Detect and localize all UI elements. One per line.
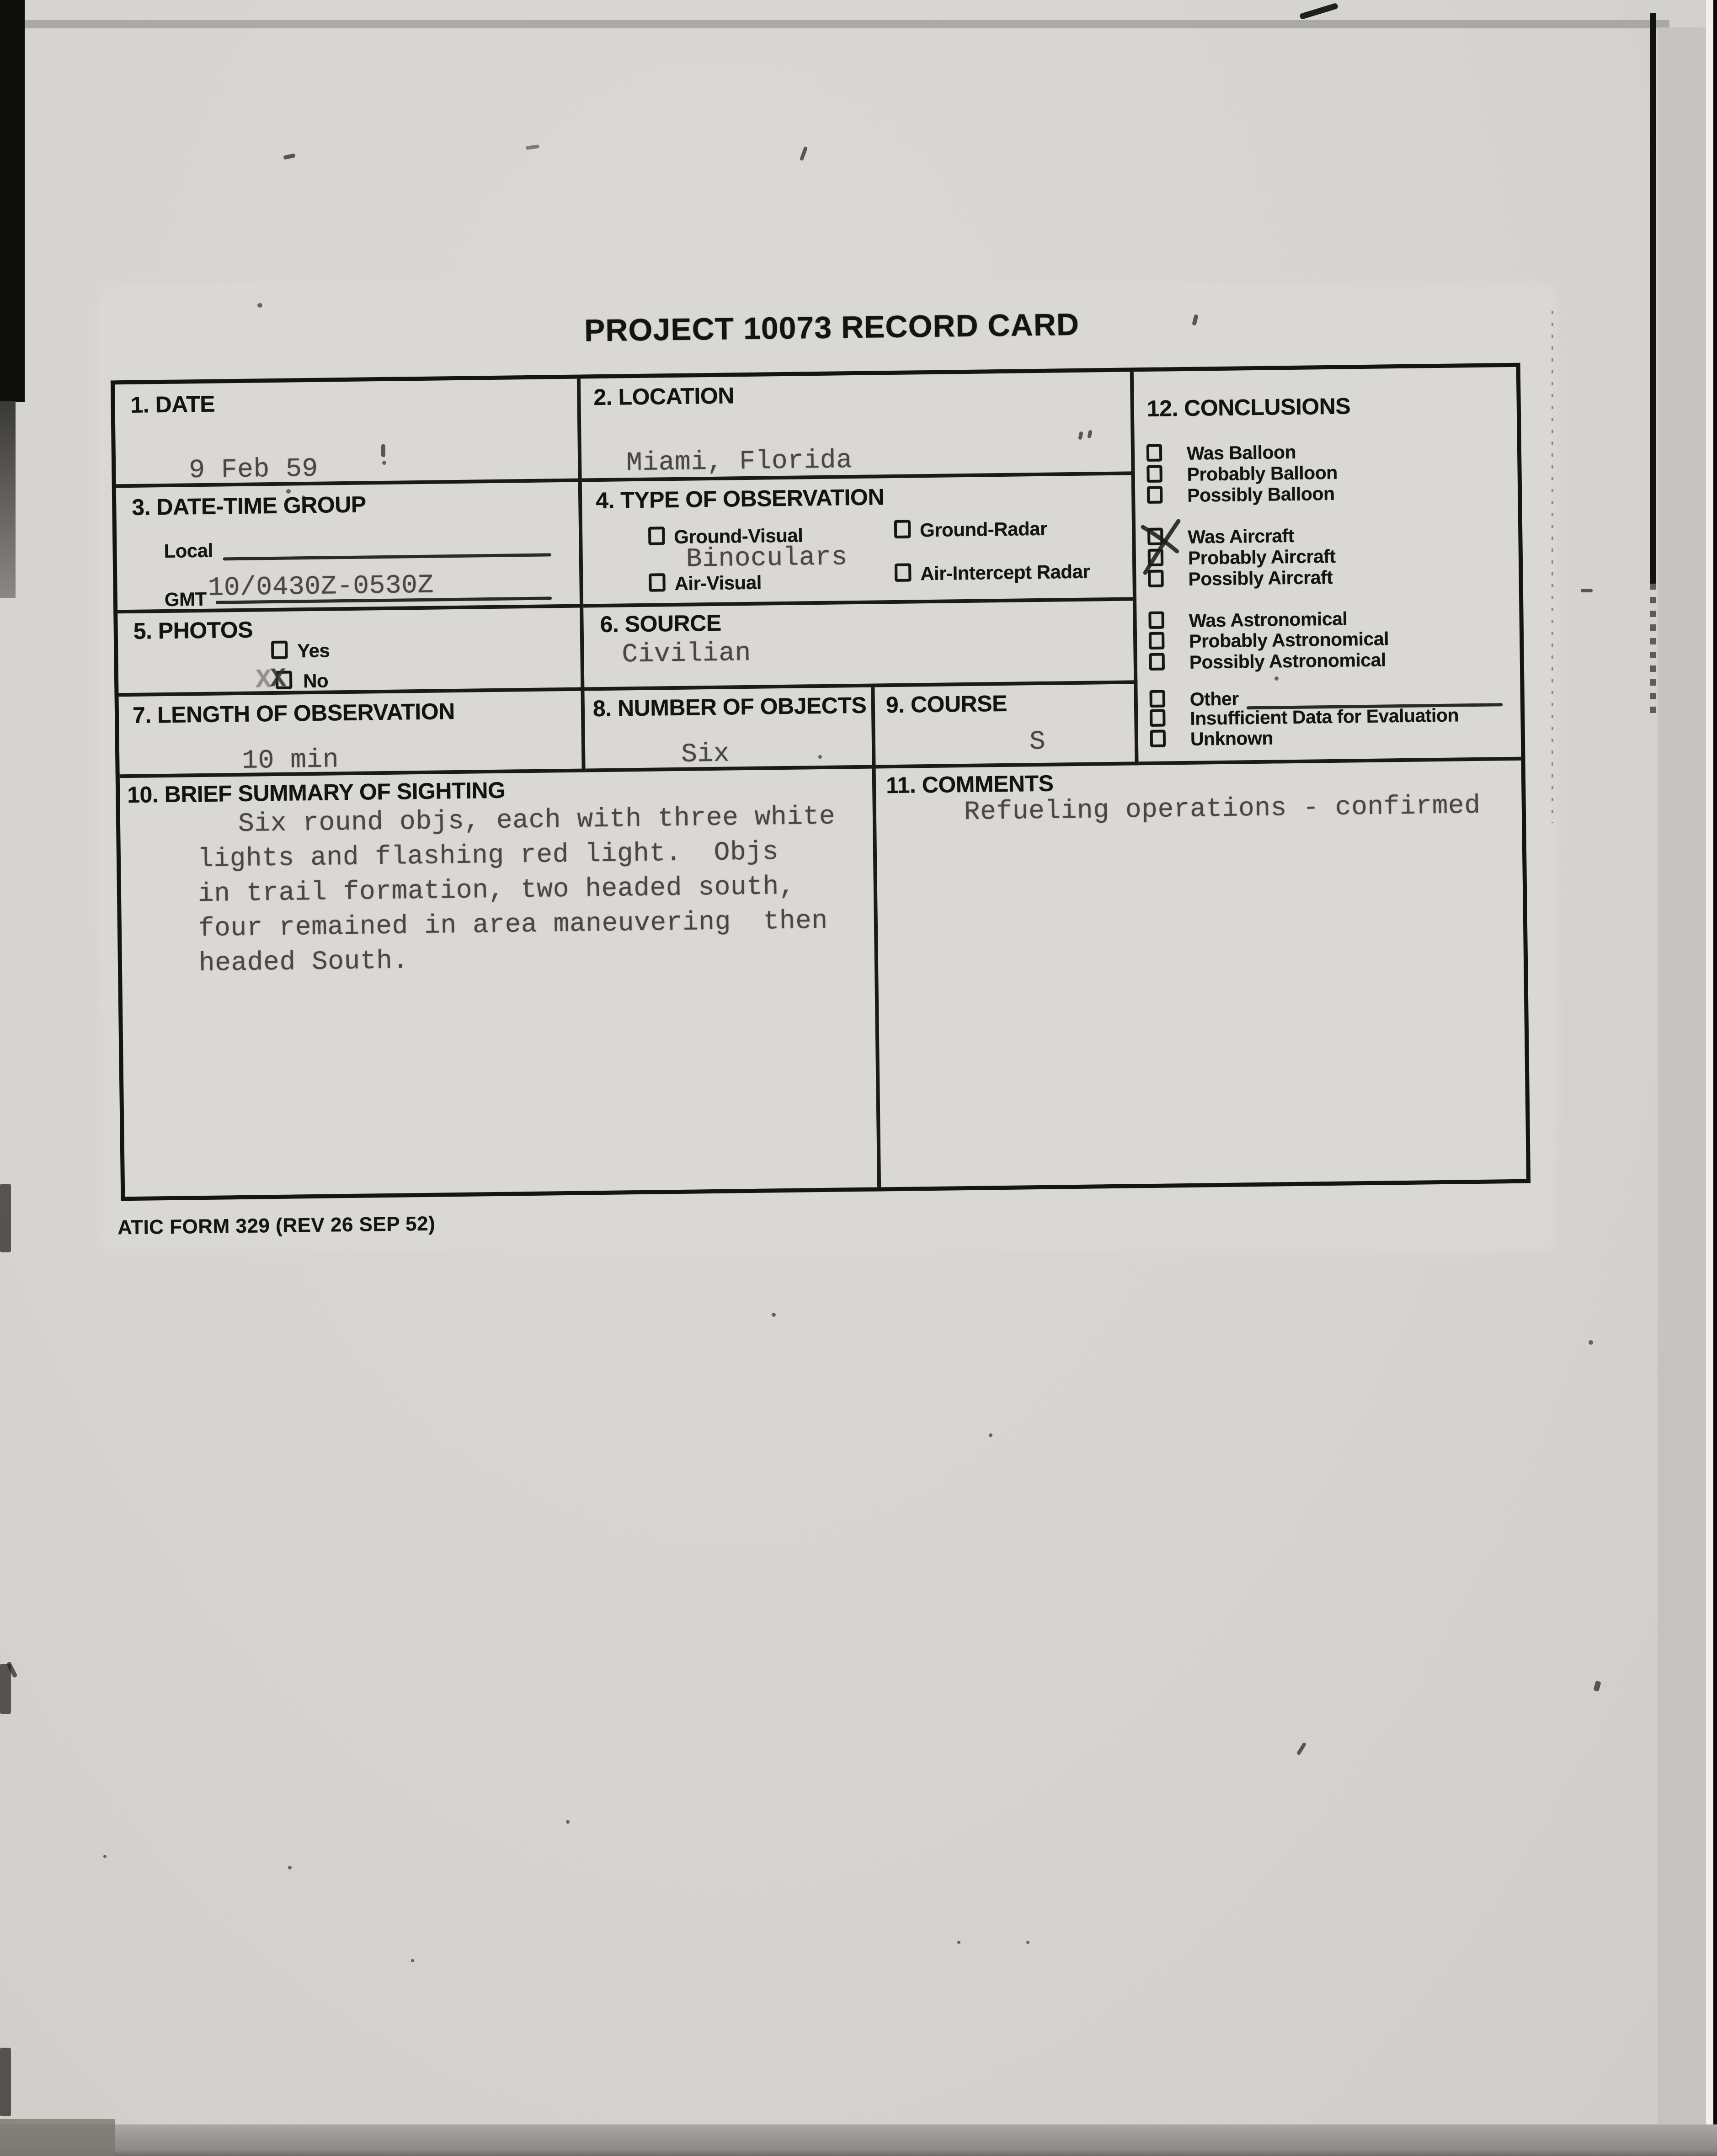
field-number-of-objects — [584, 687, 875, 772]
conclusion-option-label: Possibly Astronomical — [1189, 649, 1386, 673]
gmt-label: GMT — [164, 588, 207, 611]
field-source — [583, 601, 1137, 691]
air-intercept-radar-label: Air-Intercept Radar — [920, 560, 1090, 585]
binoculars-note: Binoculars — [686, 543, 848, 575]
conclusion-option-label: Probably Balloon — [1187, 462, 1338, 485]
summary-line: Six round objs, each with three white — [238, 802, 836, 840]
conclusion-option — [1138, 724, 1521, 751]
local-label: Local — [164, 539, 213, 562]
conclusion-option-label: Possibly Balloon — [1187, 483, 1335, 506]
other-checkbox[interactable] — [1150, 690, 1165, 708]
field-dtg-label: 3. DATE-TIME GROUP — [131, 491, 366, 520]
field-location-value: Miami, Florida — [626, 446, 853, 479]
air-visual-label: Air-Visual — [674, 571, 762, 594]
was-aircraft-checkbox[interactable] — [1147, 528, 1163, 545]
conclusion-option — [1137, 648, 1520, 674]
field-photos-label: 5. PHOTOS — [133, 617, 253, 644]
photos-x-ghost: X — [255, 665, 272, 696]
photos-yes-label: Yes — [297, 639, 330, 662]
gmt-value: 10/0430Z-0530Z — [208, 570, 434, 603]
field-length-label: 7. LENGTH OF OBSERVATION — [132, 698, 455, 728]
field-type-of-observation — [582, 475, 1136, 607]
field-number-label: 8. NUMBER OF OBJECTS — [592, 692, 867, 722]
ground-radar-label: Ground-Radar — [919, 517, 1048, 541]
field-summary-label: 10. BRIEF SUMMARY OF SIGHTING — [127, 777, 506, 808]
photos-yes-checkbox[interactable] — [271, 641, 288, 659]
field-comments-value: Refueling operations - confirmed — [964, 791, 1481, 828]
possibly-astronomical-checkbox[interactable] — [1149, 653, 1165, 671]
field-comments-label: 11. COMMENTS — [885, 770, 1054, 799]
conclusion-option-label: Probably Astronomical — [1189, 628, 1389, 652]
conclusion-option — [1135, 481, 1518, 507]
summary-line: in trail formation, two headed south, — [197, 872, 795, 910]
field-course — [874, 684, 1138, 768]
conclusion-option-label: Possibly Aircraft — [1188, 566, 1333, 590]
summary-line: four remained in area maneuvering then — [198, 906, 828, 944]
conclusion-option-label: Was Astronomical — [1189, 608, 1348, 631]
local-underline — [223, 553, 551, 560]
field-course-value: S — [1029, 727, 1046, 757]
ground-visual-checkbox[interactable] — [648, 527, 665, 545]
probably-astronomical-checkbox[interactable] — [1149, 632, 1164, 649]
field-comments — [876, 761, 1526, 1187]
scan-artifact-left-nub — [0, 1664, 11, 1714]
possibly-balloon-checkbox[interactable] — [1147, 486, 1162, 504]
field-conclusions-label: 12. CONCLUSIONS — [1146, 393, 1351, 421]
air-intercept-radar-checkbox[interactable] — [895, 563, 911, 581]
scan-artifact-left-nub — [0, 2048, 11, 2116]
page-title: PROJECT 10073 RECORD CARD — [584, 307, 1080, 348]
field-number-value: Six — [681, 739, 730, 770]
summary-line: headed South. — [198, 946, 409, 979]
unknown-checkbox[interactable] — [1150, 730, 1166, 747]
field-source-value: Civilian — [622, 638, 752, 670]
was-balloon-checkbox[interactable] — [1146, 444, 1162, 462]
ground-visual-label: Ground-Visual — [673, 524, 803, 548]
probably-aircraft-checkbox[interactable] — [1148, 549, 1163, 566]
form-number: ATIC FORM 329 (REV 26 SEP 52) — [117, 1212, 436, 1239]
field-brief-summary — [120, 768, 881, 1197]
conclusion-option-label: Probably Aircraft — [1188, 545, 1336, 569]
field-location-label: 2. LOCATION — [593, 383, 735, 410]
air-visual-checkbox[interactable] — [649, 573, 665, 591]
field-length-of-observation — [119, 691, 586, 778]
conclusion-option — [1136, 564, 1519, 591]
field-source-label: 6. SOURCE — [600, 610, 721, 638]
field-length-value: 10 min — [241, 745, 339, 776]
field-course-label: 9. COURSE — [885, 690, 1008, 718]
conclusion-option-label: Insufficient Data for Evaluation — [1190, 704, 1459, 729]
conclusion-option-label: Other — [1189, 688, 1239, 710]
field-conclusions — [1134, 367, 1521, 765]
record-card — [111, 363, 1530, 1201]
insufficient-data-checkbox[interactable] — [1150, 709, 1165, 727]
probably-balloon-checkbox[interactable] — [1146, 465, 1162, 483]
ground-radar-checkbox[interactable] — [894, 520, 911, 538]
conclusion-option-label: Was Balloon — [1186, 441, 1296, 464]
field-date-time-group — [116, 482, 583, 614]
possibly-aircraft-checkbox[interactable] — [1148, 570, 1163, 587]
field-date-label: 1. DATE — [130, 391, 215, 418]
photos-x-mark: X — [270, 664, 287, 695]
field-photos — [117, 607, 584, 697]
conclusion-option-label: Was Aircraft — [1188, 525, 1295, 548]
field-location — [581, 372, 1135, 482]
field-type-label: 4. TYPE OF OBSERVATION — [595, 484, 885, 514]
field-date-value: 9 Feb 59 — [188, 454, 319, 486]
was-astronomical-checkbox[interactable] — [1148, 612, 1164, 629]
photos-no-label: No — [303, 670, 329, 692]
conclusion-option-label: Unknown — [1190, 727, 1274, 750]
summary-line: lights and flashing red light. Objs — [197, 837, 779, 875]
field-date — [115, 379, 582, 488]
